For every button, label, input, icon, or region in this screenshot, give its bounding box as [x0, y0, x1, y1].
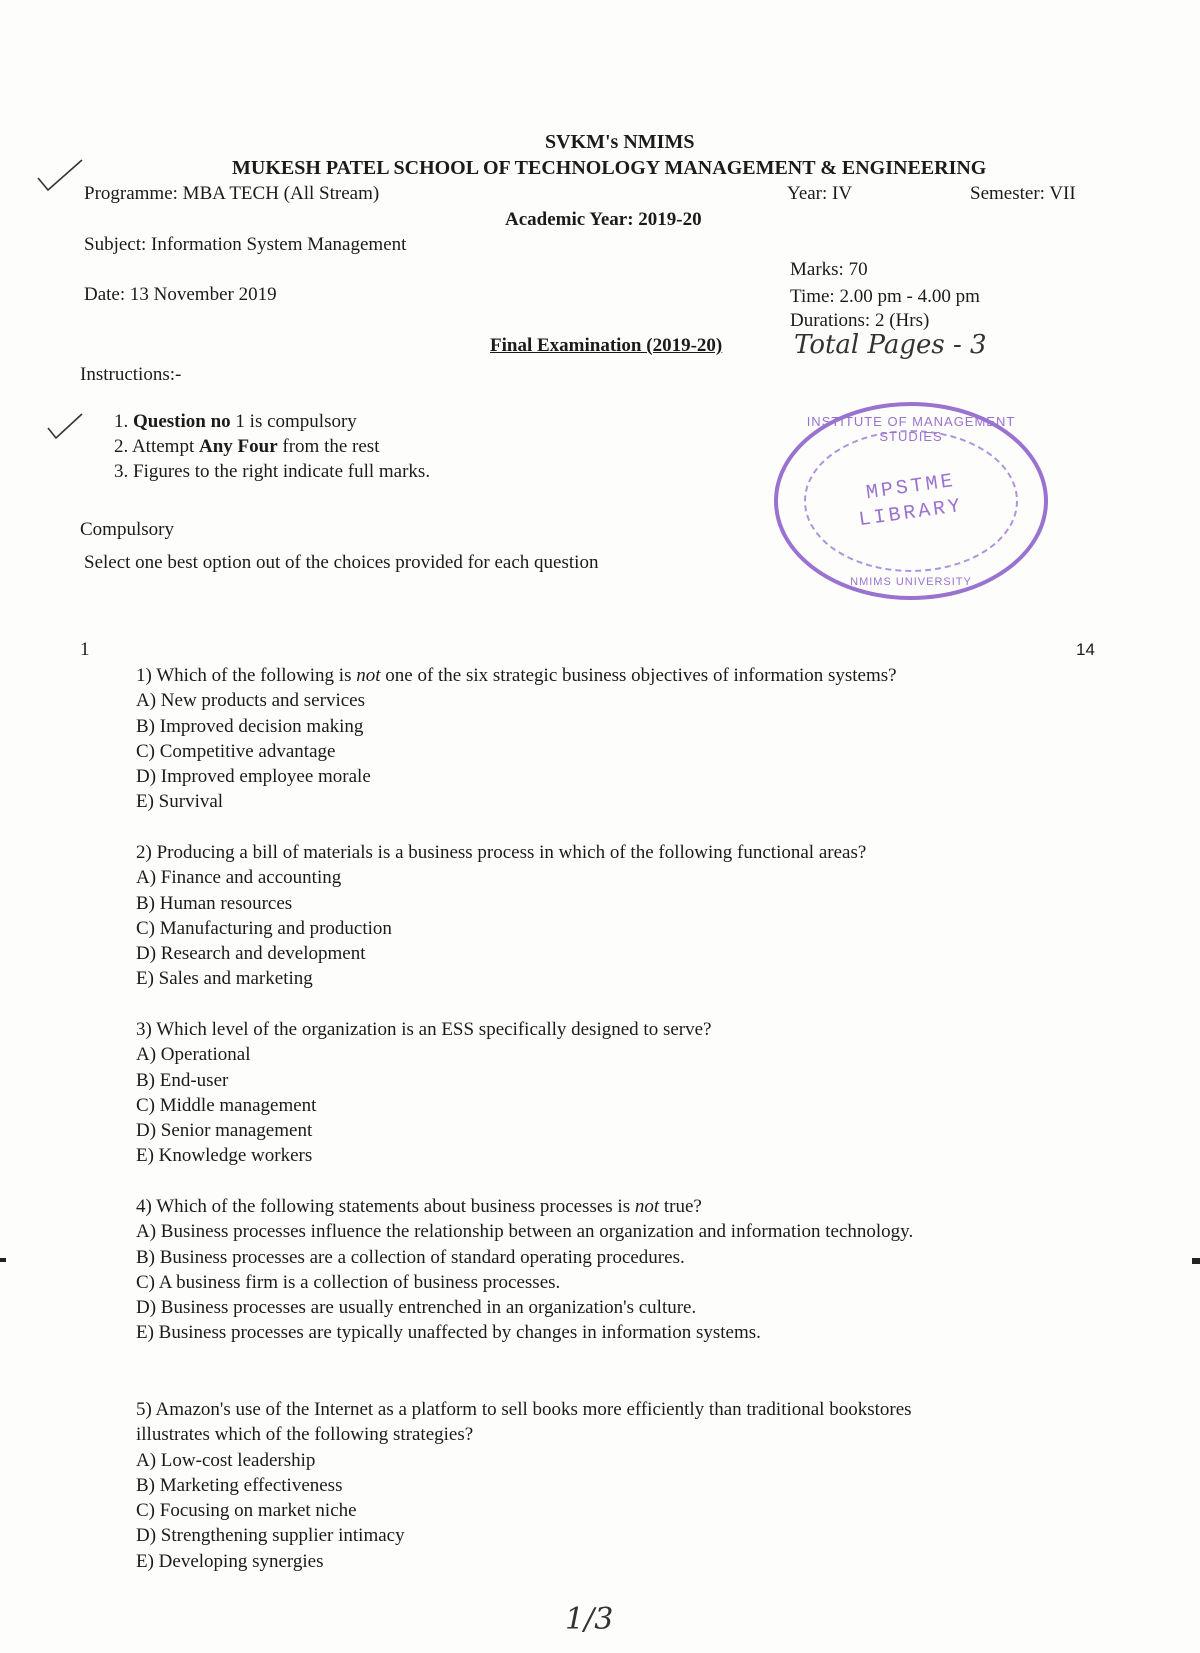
answer-option: D) Business processes are usually entrenched in an organization's culture.	[136, 1297, 697, 1319]
question-text: 1) Which of the following is	[136, 665, 357, 686]
check-mark-icon	[36, 156, 86, 196]
exam-duration: Durations: 2 (Hrs)	[790, 310, 930, 331]
page-number: 1/3	[565, 1602, 614, 1637]
question-text: 5) Amazon's use of the Internet as a platform to sell books more efficiently than traditional bookstores illustrates which of the following strategies?	[136, 1399, 912, 1446]
answer-option: E) Business processes are typically unaffected by changes in information systems.	[136, 1322, 761, 1344]
exam-title: Final Examination (2019-20)	[490, 335, 723, 356]
answer-option: B) End-user	[136, 1069, 229, 1091]
instruction-text: 1.	[114, 411, 133, 432]
instruction-emphasis: Any Four	[198, 436, 278, 457]
answer-option: E) Survival	[136, 791, 224, 813]
institution-name: SVKM's NMIMS	[545, 131, 695, 153]
answer-option: D) Strengthening supplier intimacy	[136, 1525, 405, 1547]
question-block	[136, 1397, 1036, 1574]
answer-option: A) Business processes influence the relationship between an organization and information technology.	[136, 1221, 914, 1243]
question-text: one of the six strategic business objectives of information systems?	[380, 665, 897, 686]
answer-option: A) Low-cost leadership	[136, 1449, 316, 1471]
marks: Marks: 70	[790, 259, 868, 280]
answer-option: D) Research and development	[136, 943, 366, 965]
question-emphasis: not	[634, 1196, 660, 1217]
instruction-text: 3.	[114, 461, 133, 482]
instruction-text: Figures to the right indicate full marks.	[133, 461, 431, 482]
stamp-bottom-text: NMIMS UNIVERSITY	[850, 576, 972, 588]
question-number: 1	[80, 639, 90, 660]
scan-edge-mark-right	[1192, 1258, 1200, 1264]
year: Year: IV	[787, 183, 853, 204]
instruction-emphasis: Question no	[133, 411, 231, 432]
instruction-text: from the rest	[277, 436, 380, 457]
school-name: MUKESH PATEL SCHOOL OF TECHNOLOGY MANAGEMENT & ENGINEERING	[232, 157, 987, 179]
instruction-item	[114, 436, 379, 458]
question-stem	[136, 840, 1036, 865]
question-block	[136, 1017, 1036, 1169]
subject: Subject: Information System Management	[84, 234, 407, 255]
answer-option: B) Business processes are a collection of standard operating procedures.	[136, 1246, 685, 1268]
instructions-heading: Instructions:-	[80, 364, 182, 385]
check-mark-icon	[46, 410, 86, 444]
instruction-text: 1 is compulsory	[230, 411, 357, 432]
question-stem	[136, 663, 1036, 688]
answer-option: B) Marketing effectiveness	[136, 1474, 343, 1496]
programme: Programme: MBA TECH (All Stream)	[84, 183, 380, 204]
exam-time: Time: 2.00 pm - 4.00 pm	[790, 286, 980, 307]
scan-edge-mark-left	[0, 1258, 6, 1262]
question-marks: 14	[1076, 640, 1095, 659]
answer-option: E) Knowledge workers	[136, 1145, 313, 1167]
section-label: Compulsory	[80, 519, 174, 540]
instruction-item	[114, 461, 430, 483]
answer-option: A) Operational	[136, 1044, 251, 1066]
question-block	[136, 663, 1036, 815]
answer-option: C) Competitive advantage	[136, 740, 336, 762]
answer-option: A) New products and services	[136, 690, 365, 712]
question-stem	[136, 1194, 1036, 1219]
question-text: 4) Which of the following statements about business processes is	[136, 1196, 635, 1217]
answer-option: A) Finance and accounting	[136, 867, 342, 889]
semester: Semester: VII	[970, 183, 1076, 204]
answer-option: C) Focusing on market niche	[136, 1500, 357, 1522]
answer-option: E) Sales and marketing	[136, 968, 313, 990]
instruction-text: 2. Attempt	[114, 436, 199, 457]
stamp-top-text: INSTITUTE OF MANAGEMENT STUDIES	[806, 414, 1016, 444]
answer-option: B) Human resources	[136, 892, 293, 914]
answer-option: C) Middle management	[136, 1094, 317, 1116]
question-stem	[136, 1397, 946, 1448]
answer-option: E) Developing synergies	[136, 1550, 324, 1572]
stamp-line-2: LIBRARY	[857, 494, 965, 533]
answer-option: C) Manufacturing and production	[136, 917, 392, 939]
question-block	[136, 1194, 1036, 1346]
handwritten-total-pages: Total Pages - 3	[794, 330, 987, 360]
exam-date: Date: 13 November 2019	[84, 284, 277, 305]
answer-option: C) A business firm is a collection of business processes.	[136, 1271, 561, 1293]
question-stem	[136, 1017, 1036, 1042]
answer-option: D) Improved employee morale	[136, 766, 371, 788]
answer-option: B) Improved decision making	[136, 715, 364, 737]
answer-option: D) Senior management	[136, 1120, 313, 1142]
instruction-item	[114, 411, 357, 433]
question-block	[136, 840, 1036, 992]
question-text: true?	[659, 1196, 702, 1217]
section-directions: Select one best option out of the choices provided for each question	[84, 552, 599, 573]
question-emphasis: not	[356, 665, 381, 686]
stamp-line-1: MPSTME	[864, 469, 958, 506]
academic-year: Academic Year: 2019-20	[505, 209, 702, 230]
question-text: 3) Which level of the organization is an ESS specifically designed to serve?	[136, 1019, 712, 1040]
library-stamp	[774, 402, 1048, 600]
question-text: 2) Producing a bill of materials is a business process in which of the following functional areas?	[136, 842, 867, 863]
